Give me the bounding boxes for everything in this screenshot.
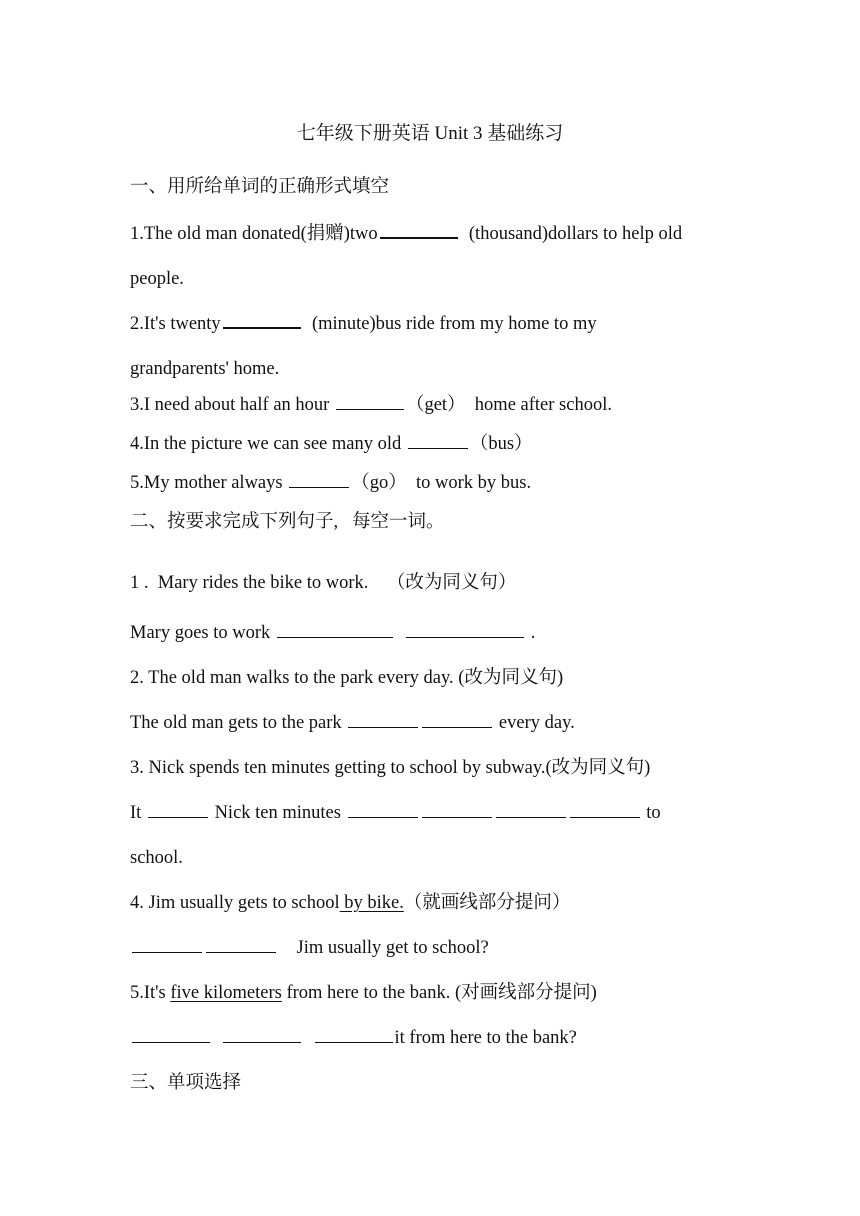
s2-answer-3-cont: school. — [130, 848, 183, 868]
s2-answer-3: It Nick ten minutes to — [130, 803, 661, 823]
s2-answer-2: The old man gets to the park every day. — [130, 713, 575, 733]
s1-question-1: 1.The old man donated(捐赠)two (thousand)dollars to help old — [130, 224, 683, 244]
s1-question-2: 2.It's twenty (minute)bus ride from my home to my — [130, 314, 597, 334]
s1-question-5: 5.My mother always （go） to work by bus. — [130, 473, 532, 493]
s2-question-3: 3. Nick spends ten minutes getting to school by subway.(改为同义句) — [130, 758, 651, 778]
s1-question-1-cont: people. — [130, 269, 184, 289]
page-title: 七年级下册英语 Unit 3 基础练习 — [296, 123, 564, 144]
underlined-phrase: by bike. — [339, 893, 404, 913]
section-2-heading: 二、按要求完成下列句子, 每空一词。 — [130, 512, 445, 532]
section-1-heading: 一、用所给单词的正确形式填空 — [130, 177, 390, 197]
s2-answer-4: Jim usually get to school? — [130, 939, 489, 958]
s1-question-2-cont: grandparents' home. — [130, 359, 280, 379]
s2-question-5: 5.It's five kilometers from here to the bank. (对画线部分提问) — [130, 983, 597, 1003]
s2-question-2: 2. The old man walks to the park every day. (改为同义句) — [130, 668, 564, 688]
s1-question-3: 3.I need about half an hour （get） home after school. — [130, 395, 612, 415]
s2-answer-5: it from here to the bank? — [130, 1029, 577, 1048]
s1-question-4: 4.In the picture we can see many old （bus） — [130, 434, 533, 454]
s2-answer-1: Mary goes to work . — [130, 623, 536, 643]
s2-question-4: 4. Jim usually gets to school by bike.（就画线部分提问） — [130, 893, 571, 913]
section-3-heading: 三、单项选择 — [130, 1073, 242, 1093]
s2-question-1: 1 . Mary rides the bike to work. （改为同义句） — [130, 573, 517, 593]
underlined-phrase: five kilometers — [170, 983, 282, 1003]
